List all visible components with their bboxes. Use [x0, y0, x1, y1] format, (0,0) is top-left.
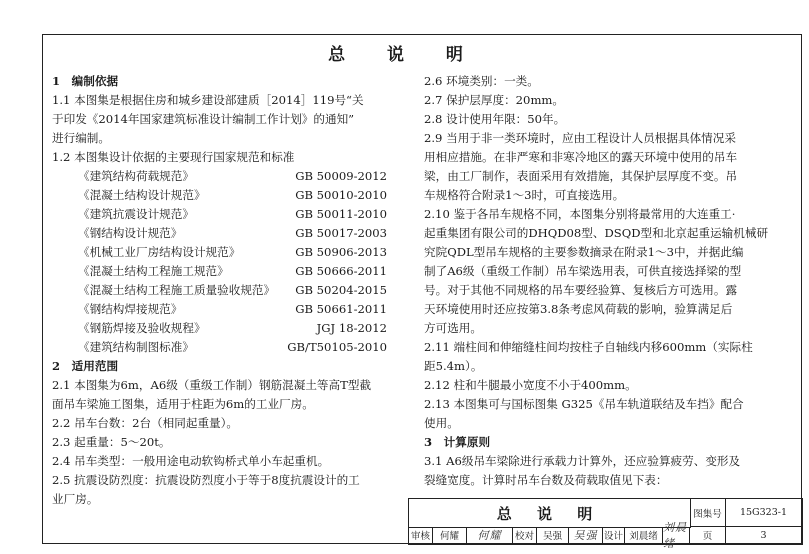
- standard-name: 《钢结构设计规范》: [78, 226, 183, 240]
- para-1-1-line: 进行编制。: [52, 131, 110, 145]
- para-2-13-line: 2.13 本图集可与国标图集 G325《吊车轨道联结及车挡》配合: [424, 397, 744, 411]
- design-name: 刘晨绪: [625, 527, 663, 544]
- title-block-name: 总 说 明: [409, 499, 691, 528]
- para-2-5-line: 2.5 抗震设防烈度：抗震设防烈度小于等于8度抗震设计的工: [52, 473, 360, 487]
- review-name: 何耀: [433, 527, 467, 544]
- para-2-10-line: 究院QDL型吊车规格的主要参数摘录在附录1～3中，并据此编: [424, 245, 744, 259]
- standard-code: GB 50204-2015: [295, 283, 387, 297]
- standard-name: 《钢筋焊接及验收规程》: [78, 321, 206, 335]
- para-2-4: 2.4 吊车类型：一般用途电动软钩桥式单小车起重机。: [52, 454, 330, 468]
- para-2-13-line: 使用。: [424, 416, 459, 430]
- para-2-2: 2.2 吊车台数：2台（相同起重量）。: [52, 416, 239, 430]
- standard-item: [52, 224, 387, 243]
- standard-code: JGJ 18-2012: [316, 321, 387, 335]
- para-2-10-line: 起重集团有限公司的DHQD08型、DSQD型和北京起重运输机械研: [424, 226, 769, 240]
- atlas-number: 15G323-1: [726, 499, 801, 527]
- standard-item: [52, 319, 387, 338]
- page-label: 页: [690, 527, 726, 544]
- standard-item: [52, 243, 387, 262]
- standard-item: [52, 338, 387, 357]
- para-2-8: 2.8 设计使用年限：50年。: [424, 112, 566, 126]
- design-label: 设计: [603, 527, 625, 544]
- check-name: 吴强: [537, 527, 569, 544]
- standard-code: GB 50017-2003: [295, 226, 387, 240]
- check-label: 校对: [513, 527, 537, 544]
- section-heading-2: 2 适用范围: [52, 359, 119, 373]
- para-3-1-line: 裂缝宽度。计算时吊车台数及荷载取值见下表：: [424, 473, 668, 487]
- title-block: [408, 498, 803, 550]
- standard-name: 《混凝土结构设计规范》: [78, 188, 206, 202]
- standard-name: 《钢结构焊接规范》: [78, 302, 183, 316]
- standard-item: [52, 262, 387, 281]
- para-2-10-line: 号。对于其他不同规格的吊车要经验算、复核后方可选用。露: [424, 283, 738, 297]
- para-1-1-line: 于印发《2014年国家建筑标准设计编制工作计划》的通知”: [52, 112, 355, 126]
- para-2-9-line: 梁，由工厂制作，表面采用有效措施，其保护层厚度不变。吊: [424, 169, 738, 183]
- standard-code: GB 50906-2013: [295, 245, 387, 259]
- standard-code: GB 50011-2010: [295, 207, 387, 221]
- standard-name: 《混凝土结构工程施工质量验收规范》: [78, 283, 276, 297]
- para-2-1-line: 面吊车梁施工图集，适用于柱距为6m的工业厂房。: [52, 397, 314, 411]
- standard-item: [52, 186, 387, 205]
- para-2-11-line: 距5.4m）。: [424, 359, 483, 373]
- para-2-9-line: 车规格符合附录1～3时，可直接选用。: [424, 188, 625, 202]
- atlas-number-label: 图集号: [690, 499, 726, 527]
- page-title: 总 说 明: [328, 45, 481, 65]
- standard-code: GB 50009-2012: [295, 169, 387, 183]
- standard-item: [52, 205, 387, 224]
- section-heading-1: 1 编制依据: [52, 74, 119, 88]
- para-2-9-line: 2.9 当用于非一类环境时，应由工程设计人员根据具体情况采: [424, 131, 736, 145]
- right-column: [424, 72, 780, 490]
- para-2-10-line: 方可选用。: [424, 321, 482, 335]
- para-1-2: 1.2 本图集设计依据的主要现行国家规范和标准: [52, 150, 295, 164]
- para-2-10-line: 制了A6级（重级工作制）吊车梁选用表，可供直接选择梁的型: [424, 264, 742, 278]
- para-2-1-line: 2.1 本图集为6m，A6级（重级工作制）钢筋混凝土等高T型截: [52, 378, 372, 392]
- para-2-5-line: 业厂房。: [52, 492, 99, 506]
- para-2-7: 2.7 保护层厚度：20mm。: [424, 93, 565, 107]
- para-2-10-line: 天环境使用时还应按第3.8条考虑风荷载的影响，验算满足后: [424, 302, 733, 316]
- standard-code: GB 50661-2011: [295, 302, 387, 316]
- review-signature: 何耀: [467, 527, 513, 544]
- left-column: [52, 72, 387, 509]
- standard-code: GB/T50105-2010: [287, 340, 387, 354]
- standard-code: GB 50010-2010: [295, 188, 387, 202]
- para-1-1-line: 1.1 本图集是根据住房和城乡建设部建质［2014］119号“关: [52, 93, 364, 107]
- check-signature: 吴强: [569, 527, 603, 544]
- standard-name: 《机械工业厂房结构设计规范》: [78, 245, 241, 259]
- para-2-12: 2.12 柱和牛腿最小宽度不小于400mm。: [424, 378, 637, 392]
- standard-name: 《建筑结构荷载规范》: [78, 169, 194, 183]
- standard-name: 《建筑结构制图标准》: [78, 340, 194, 354]
- para-3-1-line: 3.1 A6级吊车梁除进行承载力计算外，还应验算疲劳、变形及: [424, 454, 741, 468]
- standard-name: 《混凝土结构工程施工规范》: [78, 264, 229, 278]
- review-label: 审核: [409, 527, 433, 544]
- standard-name: 《建筑抗震设计规范》: [78, 207, 194, 221]
- para-2-10-line: 2.10 鉴于各吊车规格不同，本图集分别将最常用的大连重工·: [424, 207, 736, 221]
- standard-item: [52, 300, 387, 319]
- standard-item: [52, 167, 387, 186]
- para-2-3: 2.3 起重量：5～20t。: [52, 435, 171, 449]
- standard-item: [52, 281, 387, 300]
- para-2-11-line: 2.11 端柱间和伸缩缝柱间均按柱子自轴线内移600mm（实际柱: [424, 340, 753, 354]
- section-heading-3: 3 计算原则: [424, 435, 491, 449]
- standard-code: GB 50666-2011: [295, 264, 387, 278]
- design-signature: 刘晨绪: [663, 527, 690, 544]
- page-number: 3: [726, 527, 801, 544]
- para-2-9-line: 用相应措施。在非严寒和非寒冷地区的露天环境中使用的吊车: [424, 150, 738, 164]
- para-2-6: 2.6 环境类别：一类。: [424, 74, 539, 88]
